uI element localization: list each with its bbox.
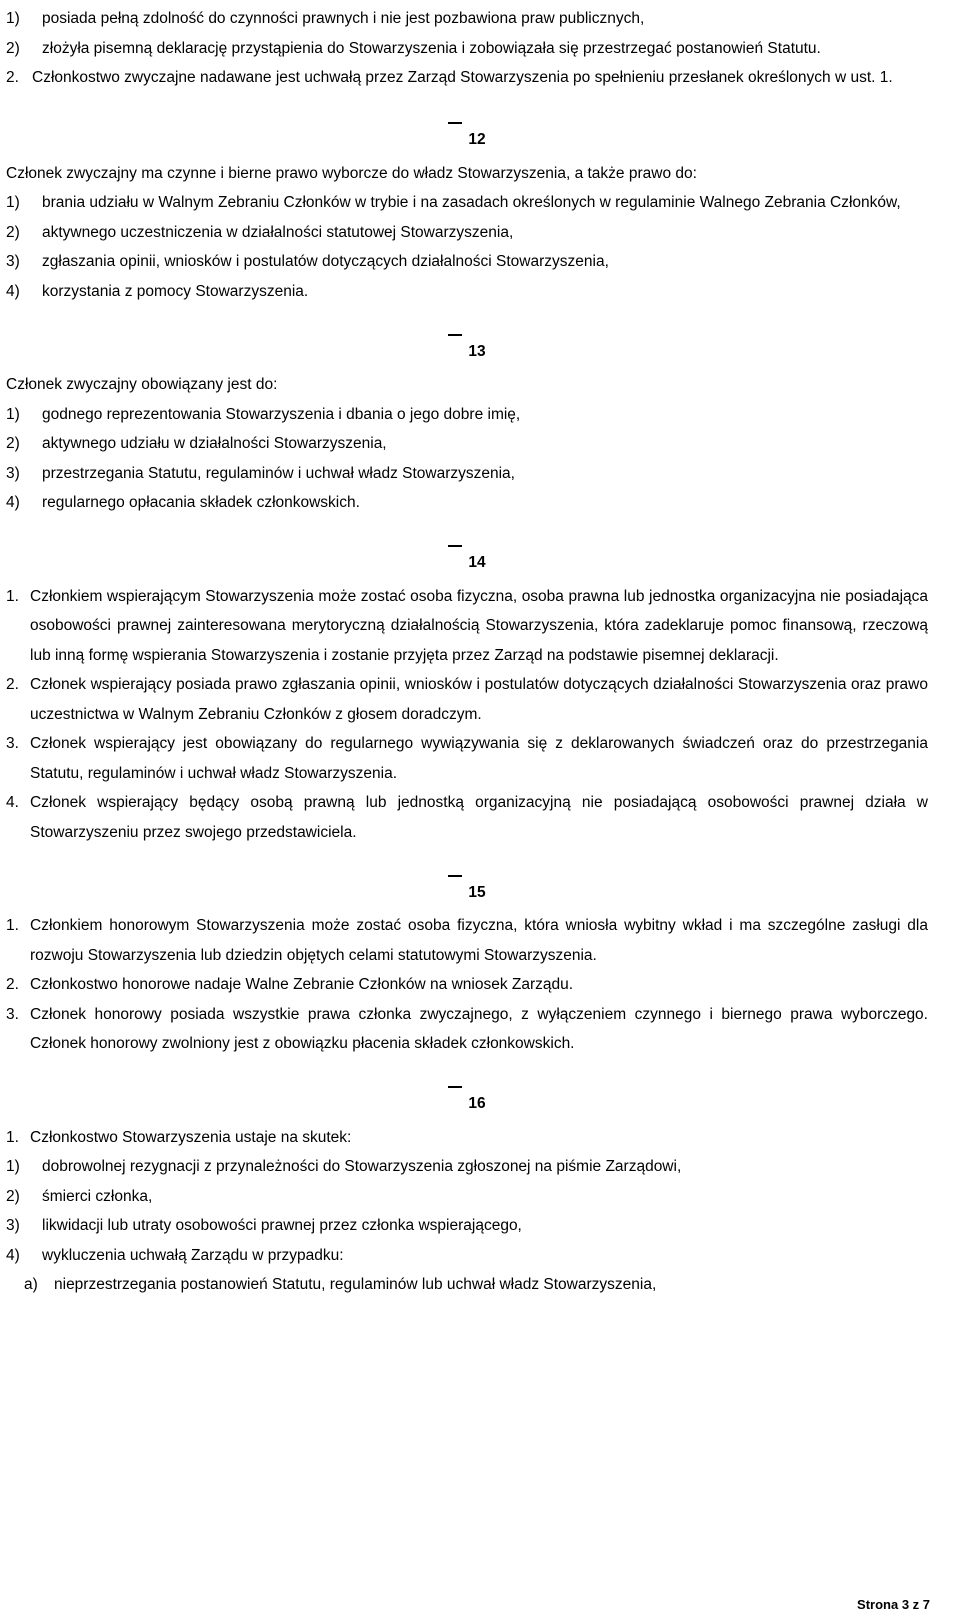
section-15-list bbox=[6, 911, 928, 1059]
item-text: posiada pełną zdolność do czynności prawnych i nie jest pozbawiona praw publicznych, bbox=[42, 10, 645, 27]
section-heading bbox=[6, 540, 928, 582]
list-item bbox=[6, 1241, 928, 1271]
list-item bbox=[6, 247, 928, 277]
item-text: brania udziału w Walnym Zebraniu Członków w trybie i na zasadach określonych w regulaminie Walnego Zebrania Członków, bbox=[42, 194, 901, 211]
item-text: Członek wspierający jest obowiązany do regularnego wywiązywania się z deklarowanych świadczeń oraz do przestrzegania Statutu, regulaminów i uchwał władz Stowarzyszenia. bbox=[30, 735, 928, 782]
item-number: 4. bbox=[6, 794, 19, 811]
item-text: Członkostwo Stowarzyszenia ustaje na skutek: bbox=[30, 1128, 352, 1146]
sub-list-item bbox=[6, 1270, 928, 1300]
section-heading bbox=[6, 869, 928, 911]
item-text: złożyła pisemną deklarację przystąpienia do Stowarzyszenia i zobowiązała się przestrzegać postanowień Statutu. bbox=[42, 39, 821, 57]
section-number: 12 bbox=[468, 131, 486, 148]
item-text: aktywnego udziału w działalności Stowarzyszenia, bbox=[42, 435, 387, 452]
item-number: 3) bbox=[6, 1217, 20, 1234]
item-number: 2) bbox=[6, 1187, 20, 1205]
list-item bbox=[6, 788, 928, 847]
item-number: 4) bbox=[6, 494, 20, 511]
item-text: aktywnego uczestniczenia w działalności statutowej Stowarzyszenia, bbox=[42, 223, 514, 241]
item-number: 4) bbox=[6, 1246, 20, 1264]
section-14-list bbox=[6, 582, 928, 848]
list-item bbox=[6, 218, 928, 248]
list-item bbox=[6, 911, 928, 970]
section-mark-icon bbox=[448, 122, 462, 136]
section-number: 16 bbox=[468, 1095, 486, 1112]
list-item bbox=[6, 729, 928, 788]
item-letter: a) bbox=[24, 1276, 38, 1293]
list-item bbox=[6, 459, 928, 489]
item-number: 2. bbox=[6, 976, 19, 993]
section-mark-icon bbox=[448, 545, 462, 559]
list-item bbox=[6, 400, 928, 430]
list-item bbox=[6, 1000, 928, 1059]
list-item bbox=[6, 582, 928, 671]
list-item bbox=[6, 1152, 928, 1182]
list-item bbox=[6, 1211, 928, 1241]
item-number: 1. bbox=[6, 587, 19, 605]
item-text: Członkostwo honorowe nadaje Walne Zebranie Członków na wniosek Zarządu. bbox=[30, 976, 574, 993]
section-heading bbox=[6, 117, 928, 159]
item-text: korzystania z pomocy Stowarzyszenia. bbox=[42, 282, 309, 300]
item-number: 1) bbox=[6, 194, 20, 211]
item-number: 1) bbox=[6, 405, 20, 423]
item-text: Członek wspierający posiada prawo zgłaszania opinii, wniosków i postulatów dotyczących działalności Stowarzyszenia oraz prawo uczestnictwa w Walnym Zebraniu Członków z głosem doradczym. bbox=[30, 676, 928, 723]
section-heading bbox=[6, 328, 928, 370]
section-number: 13 bbox=[468, 342, 486, 360]
section-number: 14 bbox=[468, 554, 486, 571]
section-13-list bbox=[6, 400, 928, 518]
item-number: 1. bbox=[6, 917, 19, 934]
item-number: 2) bbox=[6, 435, 20, 452]
item-number: 3. bbox=[6, 735, 19, 752]
item-text: śmierci członka, bbox=[42, 1187, 153, 1205]
item-text: wykluczenia uchwałą Zarządu w przypadku: bbox=[42, 1246, 344, 1264]
section-mark-icon bbox=[448, 334, 462, 348]
list-item bbox=[6, 488, 928, 518]
section-intro: Członek zwyczajny obowiązany jest do: bbox=[6, 376, 278, 393]
item-text: dobrowolnej rezygnacji z przynależności do Stowarzyszenia zgłoszonej na piśmie Zarządowi, bbox=[42, 1158, 682, 1175]
section-heading bbox=[6, 1081, 928, 1123]
item-text: regularnego opłacania składek członkowskich. bbox=[42, 494, 360, 511]
item-number: 3. bbox=[6, 1005, 19, 1023]
item-number: 2. bbox=[6, 676, 19, 693]
section-16-list bbox=[6, 1152, 928, 1300]
item-text: nieprzestrzegania postanowień Statutu, regulaminów lub uchwał władz Stowarzyszenia, bbox=[54, 1276, 657, 1293]
top-list bbox=[6, 4, 928, 93]
item-text: Członek wspierający będący osobą prawną lub jednostką organizacyjną nie posiadającą osobowości prawnej działa w Stowarzyszeniu przez swojego przedstawiciela. bbox=[30, 794, 928, 841]
item-text: Członkiem honorowym Stowarzyszenia może zostać osoba fizyczna, która wniosła wybitny wkład i ma szczególne zasługi dla rozwoju Stowarzyszenia lub dziedzin objętych celami statutowymi Stowarzyszenia. bbox=[30, 917, 928, 964]
list-item bbox=[6, 4, 928, 34]
list-item bbox=[6, 429, 928, 459]
document-page bbox=[6, 4, 928, 1300]
item-number: 3) bbox=[6, 464, 20, 482]
item-text: zgłaszania opinii, wniosków i postulatów dotyczących działalności Stowarzyszenia, bbox=[42, 253, 609, 270]
item-text: Członek honorowy posiada wszystkie prawa członka zwyczajnego, z wyłączeniem czynnego i biernego prawa wyborczego. Członek honorowy zwolniony jest z obowiązku płacenia składek członkowskich. bbox=[30, 1005, 928, 1052]
section-12-list bbox=[6, 188, 928, 306]
item-text: godnego reprezentowania Stowarzyszenia i dbania o jego dobre imię, bbox=[42, 405, 521, 423]
list-item bbox=[6, 970, 928, 1000]
list-item bbox=[6, 1123, 928, 1153]
item-number: 2. bbox=[6, 69, 19, 86]
page-number: Strona 3 z 7 bbox=[857, 1596, 930, 1612]
item-text: przestrzegania Statutu, regulaminów i uchwał władz Stowarzyszenia, bbox=[42, 464, 515, 482]
item-text: Członkostwo zwyczajne nadawane jest uchwałą przez Zarząd Stowarzyszenia po spełnieniu przesłanek określonych w ust. 1. bbox=[32, 69, 893, 86]
list-item bbox=[6, 188, 928, 218]
list-item bbox=[6, 277, 928, 307]
item-number: 2) bbox=[6, 223, 20, 241]
item-number: 1) bbox=[6, 1158, 20, 1175]
section-mark-icon bbox=[448, 875, 462, 889]
item-number: 1) bbox=[6, 10, 20, 27]
item-number: 4) bbox=[6, 282, 20, 300]
list-item bbox=[6, 1182, 928, 1212]
item-text: likwidacji lub utraty osobowości prawnej przez członka wspierającego, bbox=[42, 1217, 522, 1234]
item-number: 3) bbox=[6, 253, 20, 270]
section-intro: Członek zwyczajny ma czynne i bierne prawo wyborcze do władz Stowarzyszenia, a także prawo do: bbox=[6, 164, 697, 182]
list-item bbox=[6, 670, 928, 729]
list-item bbox=[6, 63, 928, 93]
item-number: 2) bbox=[6, 39, 20, 57]
item-number: 1. bbox=[6, 1128, 19, 1146]
section-number: 15 bbox=[468, 883, 486, 901]
item-text: Członkiem wspierającym Stowarzyszenia może zostać osoba fizyczna, osoba prawna lub jednostka organizacyjna nie posiadająca osobowości prawnej zainteresowana merytoryczną działalnością Stowarzyszenia, która zadeklaruje pomoc finansową, rzeczową lub inną formę wspierania Stowarzyszenia i zostanie przyjęta przez Zarząd na podstawie pisemnej deklaracji. bbox=[30, 587, 928, 664]
list-item bbox=[6, 34, 928, 64]
section-mark-icon bbox=[448, 1086, 462, 1100]
